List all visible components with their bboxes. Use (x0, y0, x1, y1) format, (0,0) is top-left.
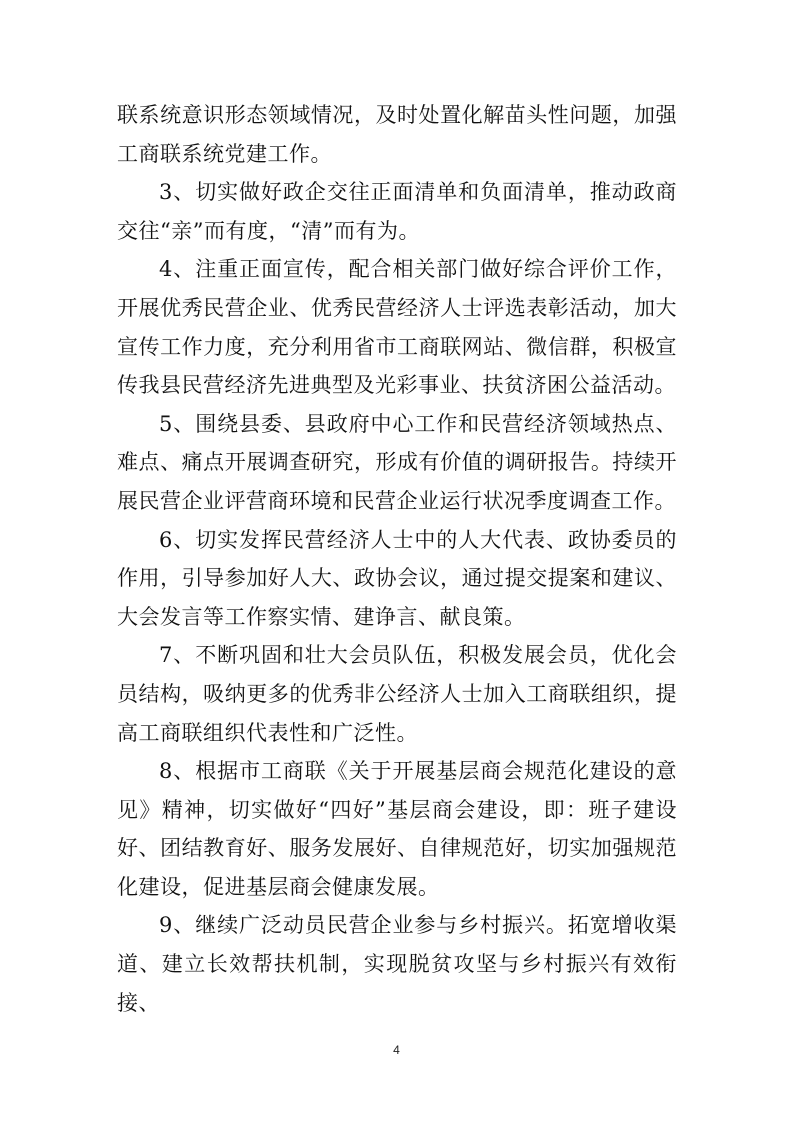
page-number: 4 (393, 1043, 400, 1057)
paragraph-continuation: 联系统意识形态领域情况，及时处置化解苗头性问题，加强工商联系统党建工作。 (117, 103, 677, 166)
paragraph-item-4: 4、注重正面宣传，配合相关部门做好综合评价工作，开展优秀民营企业、优秀民营经济人士评选表彰活动，加大宣传工作力度，充分利用省市工商联网站、微信群，积极宣传我县民营经济先进典型及光彩事业、扶贫济困公益活动。 (117, 257, 677, 398)
paragraph-item-8: 8、根据市工商联《关于开展基层商会规范化建设的意见》精神，切实做好“四好”基层商会建设，即：班子建设好、团结教育好、服务发展好、自律规范好，切实加强规范化建设，促进基层商会健康发展。 (117, 759, 677, 899)
paragraph-item-3: 3、切实做好政企交往正面清单和负面清单，推动政商交往“亲”而有度，“清”而有为。 (117, 180, 677, 243)
document-body (117, 96, 677, 1022)
paragraph-item-7: 7、不断巩固和壮大会员队伍，积极发展会员，优化会员结构，吸纳更多的优秀非公经济人士加入工商联组织，提高工商联组织代表性和广泛性。 (117, 643, 677, 745)
paragraph-item-5: 5、围绕县委、县政府中心工作和民营经济领域热点、难点、痛点开展调查研究，形成有价值的调研报告。持续开展民营企业评营商环境和民营企业运行状况季度调查工作。 (117, 411, 677, 513)
paragraph-item-9: 9、继续广泛动员民营企业参与乡村振兴。拓宽增收渠道、建立长效帮扶机制，实现脱贫攻坚与乡村振兴有效衔接、 (117, 913, 677, 1015)
paragraph-item-6: 6、切实发挥民营经济人士中的人大代表、政协委员的作用，引导参加好人大、政协会议，通过提交提案和建议、大会发言等工作察实情、建诤言、献良策。 (117, 527, 677, 629)
